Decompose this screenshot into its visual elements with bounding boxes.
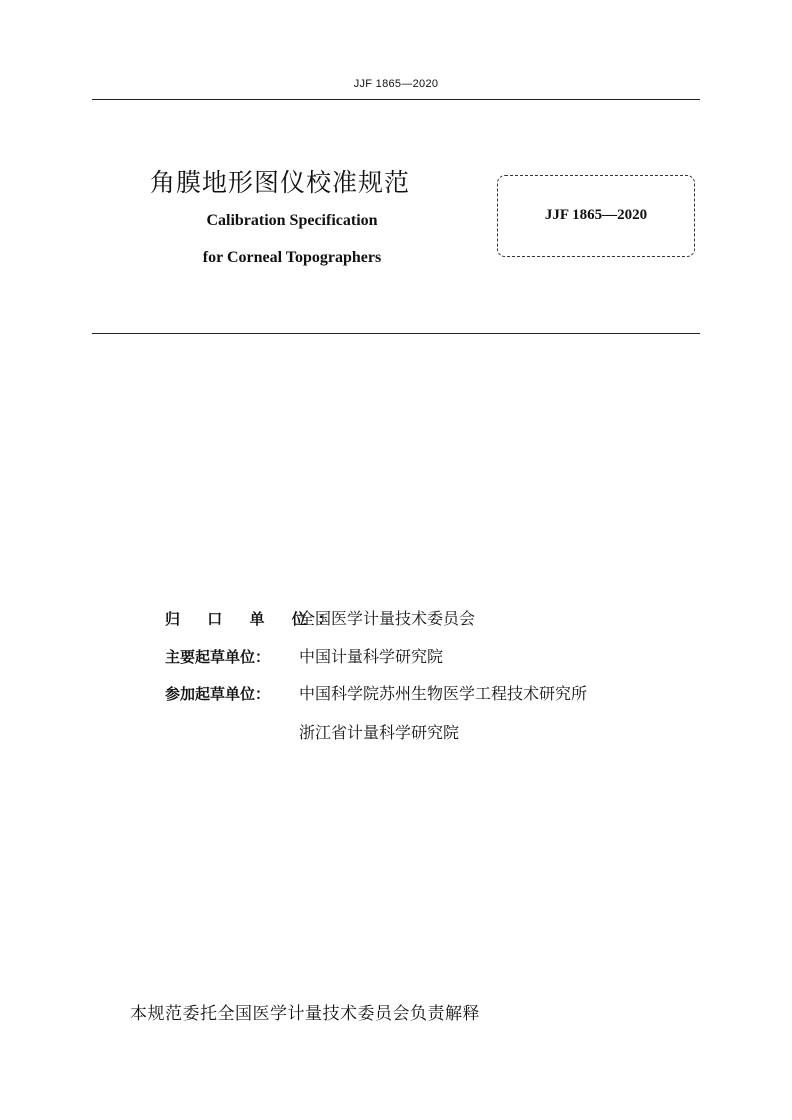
title-chinese: 角膜地形图仪校准规范 [150,168,411,197]
participating-drafter-label: 参加起草单位： [165,685,271,703]
responsible-unit-value: 全国医学计量技术委员会 [299,609,476,628]
interpretation-note: 本规范委托全国医学计量技术委员会负责解释 [130,1004,480,1024]
main-drafter-row [165,644,443,667]
header-rule [92,99,700,100]
participating-drafter-value-2: 浙江省计量科学研究院 [299,723,460,742]
specification-code: JJF 1865—2020 [544,207,648,223]
specification-code-box [497,175,695,257]
main-drafter-value: 中国计量科学研究院 [299,647,444,666]
responsible-unit-row [165,606,475,629]
responsible-unit-label: 归 口 单 位： [165,610,344,628]
title-english-line-1: Calibration Specification [206,212,378,229]
title-divider-rule [92,333,700,334]
document-code-header: JJF 1865—2020 [353,78,439,90]
participating-drafter-row-2 [165,720,459,743]
participating-drafter-row [165,681,587,704]
participating-drafter-value-1: 中国科学院苏州生物医学工程技术研究所 [299,684,588,703]
title-english-line-2: for Corneal Topographers [202,249,382,266]
main-drafter-label: 主要起草单位： [165,648,271,666]
